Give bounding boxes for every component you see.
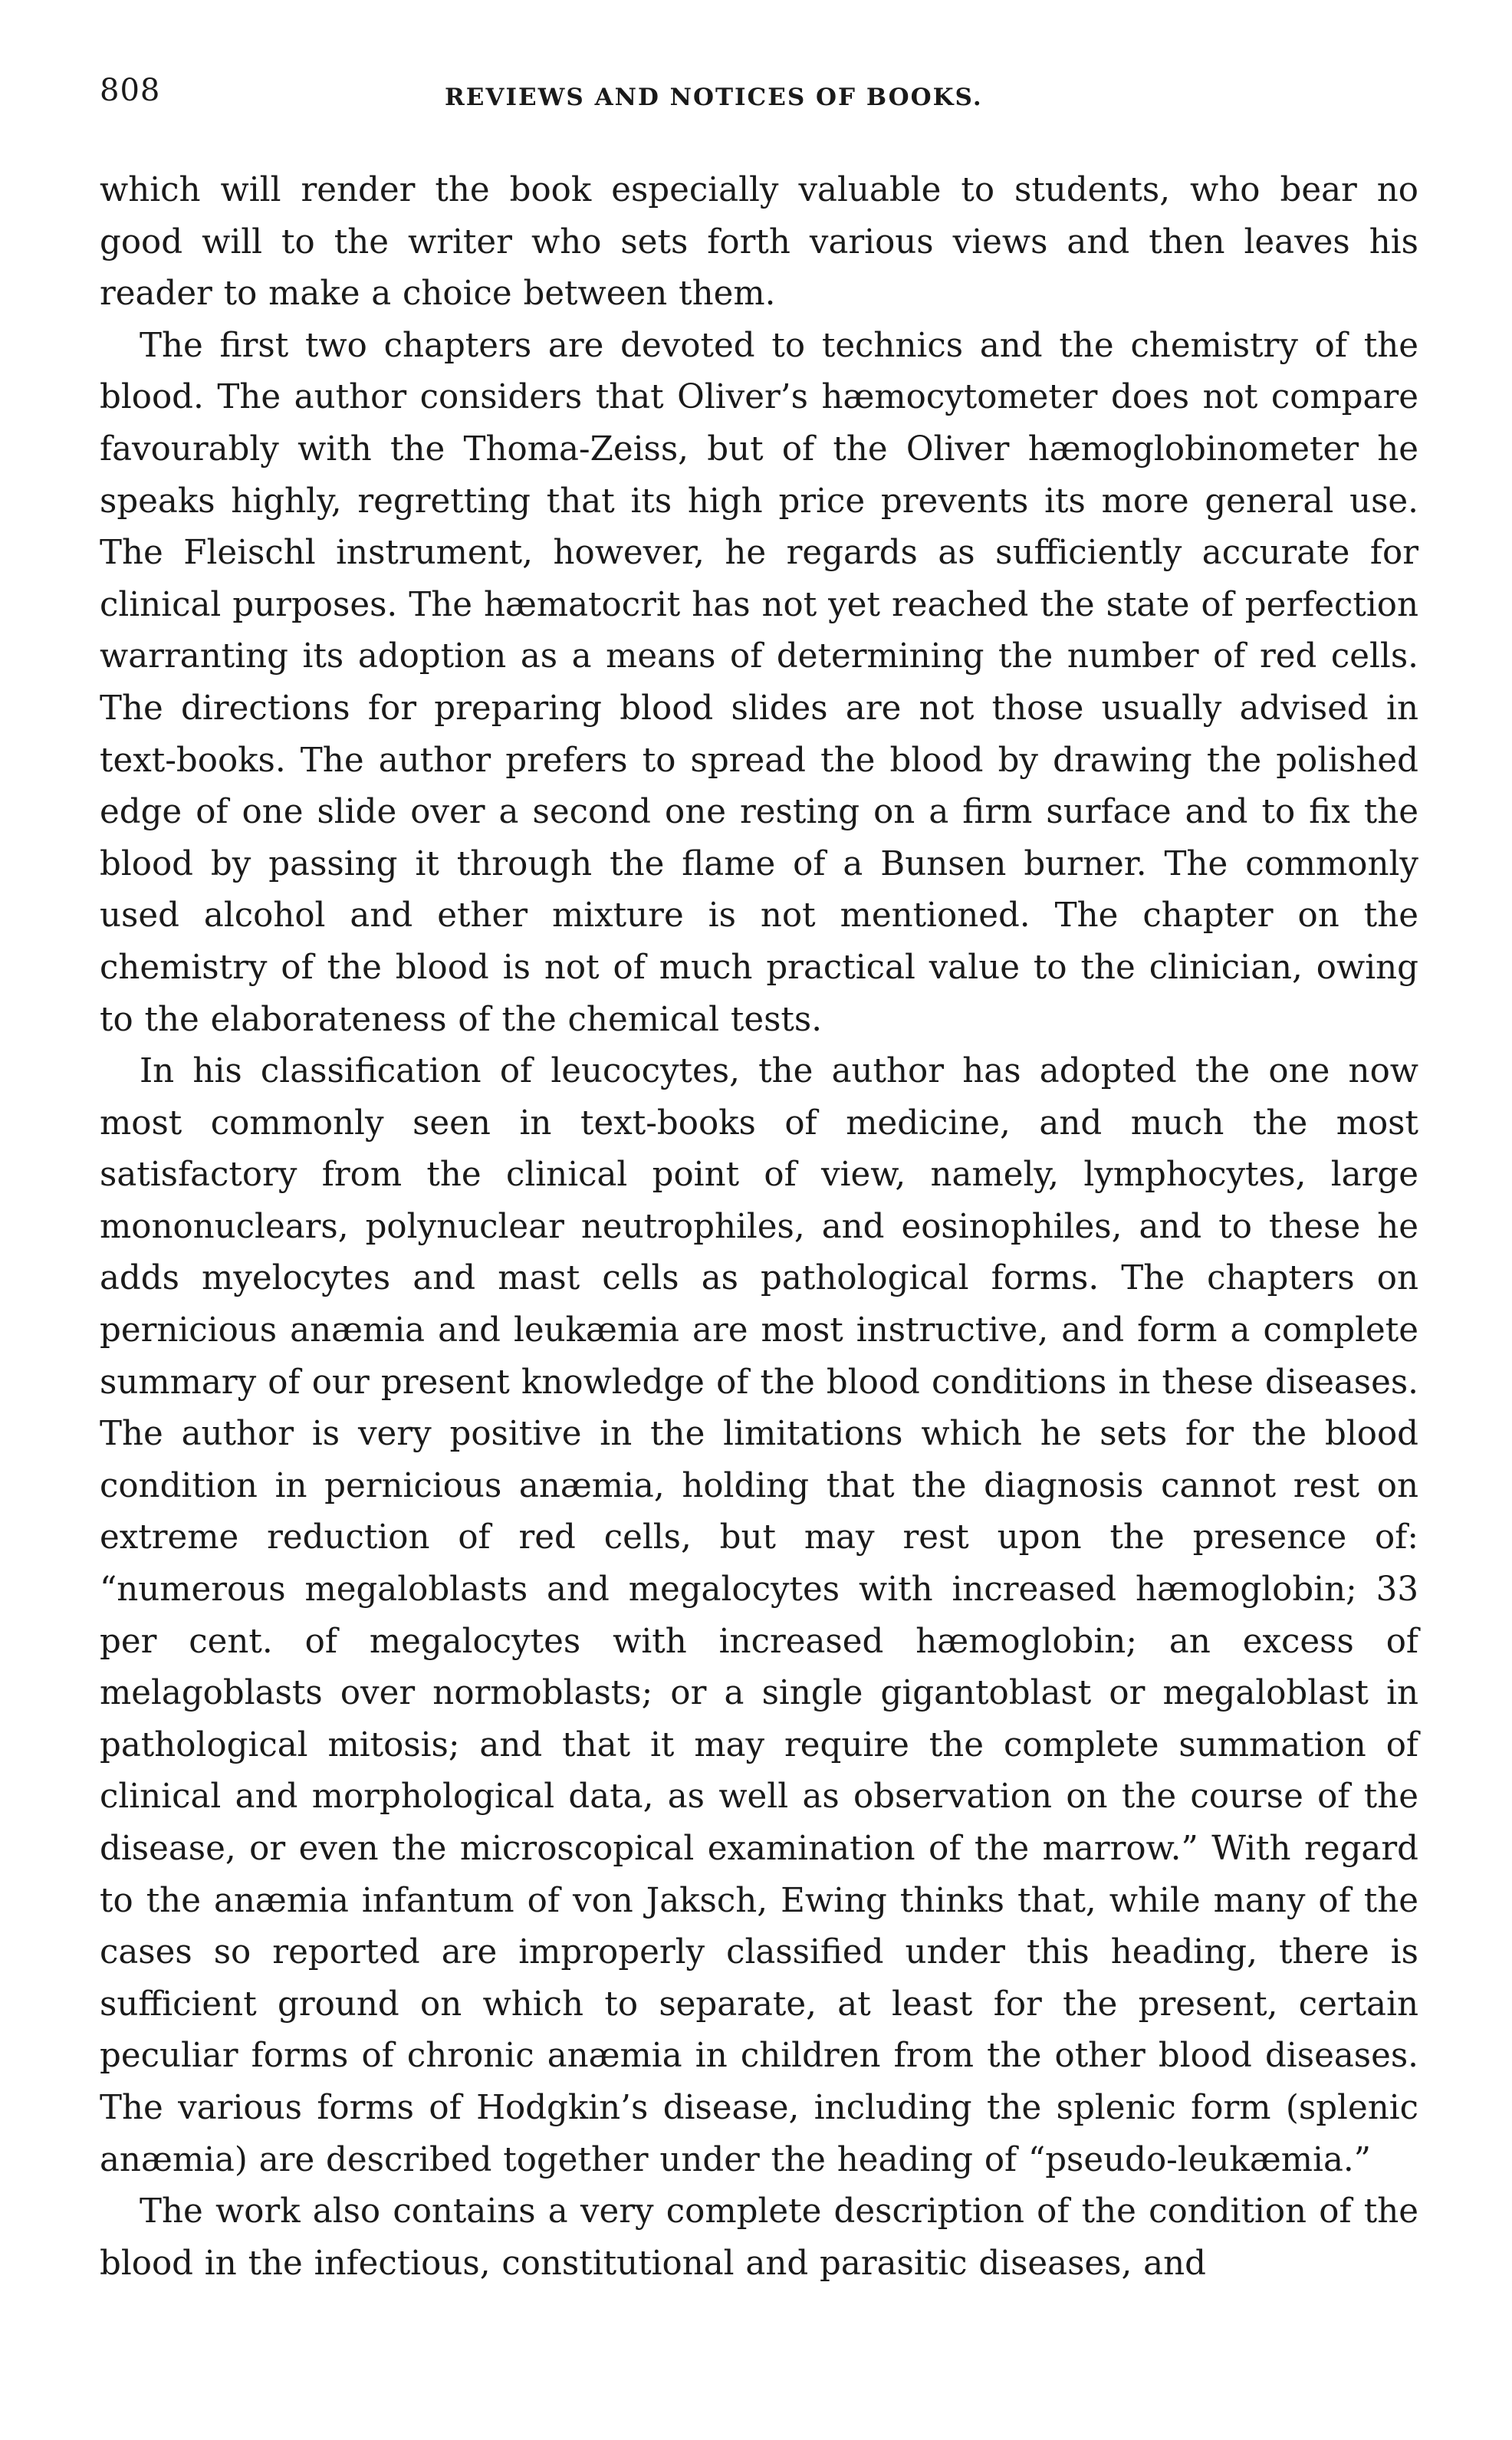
paragraph-continuation: which will render the book especially valuable to students, who bear no good will to the writer who sets forth various views and then leaves his reader to make a choice between them. — [100, 171, 1418, 314]
running-title: REVIEWS AND NOTICES OF BOOKS. — [445, 84, 983, 111]
book-page — [100, 73, 1418, 2290]
paragraph-technics-chemistry: The first two chapters are devoted to technics and the chemistry of the blood. The author considers that Oliver’s hæmocytometer does not compare favourably with the Thoma-Zeiss, but of the Oliver hæmoglobinometer he speaks highly, regretting that its high price prevents its more general use. The Fleischl instrument, however, he regards as sufficiently accurate for clinical purposes. The hæmatocrit has not yet reached the state of perfection warranting its adoption as a means of determining the number of red cells. The directions for preparing blood slides are not those usually advised in text-books. The author prefers to spread the blood by drawing the polished edge of one slide over a second one resting on a firm surface and to fix the blood by passing it through the flame of a Bunsen burner. The commonly used alcohol and ether mixture is not mentioned. The chapter on the chemistry of the blood is not of much practical value to the clinician, owing to the elaborateness of the chemical tests. — [100, 326, 1418, 1039]
paragraph-leucocyte-classification: In his classification of leucocytes, the author has adopted the one now most commonly seen in text-books of medicine, and much the most satisfactory from the clinical point of view, namely, lymphocytes, large mononuclears, polynuclear neutrophiles, and eosinophiles, and to these he adds myelocytes and mast cells as pathological forms. The chapters on pernicious anæmia and leukæmia are most instructive, and form a complete summary of our present knowledge of the blood conditions in these diseases. The author is very positive in the limitations which he sets for the blood condition in pernicious anæmia, holding that the diagnosis cannot rest on extreme reduction of red cells, but may rest upon the presence of: “numerous megaloblasts and megalocytes with increased hæmoglobin; 33 per cent. of megalocytes with increased hæmoglobin; an excess of melagoblasts over normoblasts; or a single gigantoblast or megaloblast in pathological mitosis; and that it may require the complete summation of clinical and morphological data, as well as observation on the course of the disease, or even the microscopical examination of the marrow.” With regard to the anæmia infantum of von Jaksch, Ewing thinks that, while many of the cases so reported are improperly classified under this heading, there is sufficient ground on which to separate, at least for the present, certain peculiar forms of chronic anæmia in children from the other blood diseases. The various forms of Hodgkin’s disease, including the splenic form (splenic anæmia) are described together under the heading of “pseudo-leukæmia.” — [100, 1052, 1418, 2179]
page-number: 808 — [100, 73, 161, 108]
running-head — [100, 73, 1418, 119]
paragraph-infectious-diseases: The work also contains a very complete description of the condition of the blood in the infectious, constitutional and parasitic diseases, and — [100, 2192, 1418, 2283]
